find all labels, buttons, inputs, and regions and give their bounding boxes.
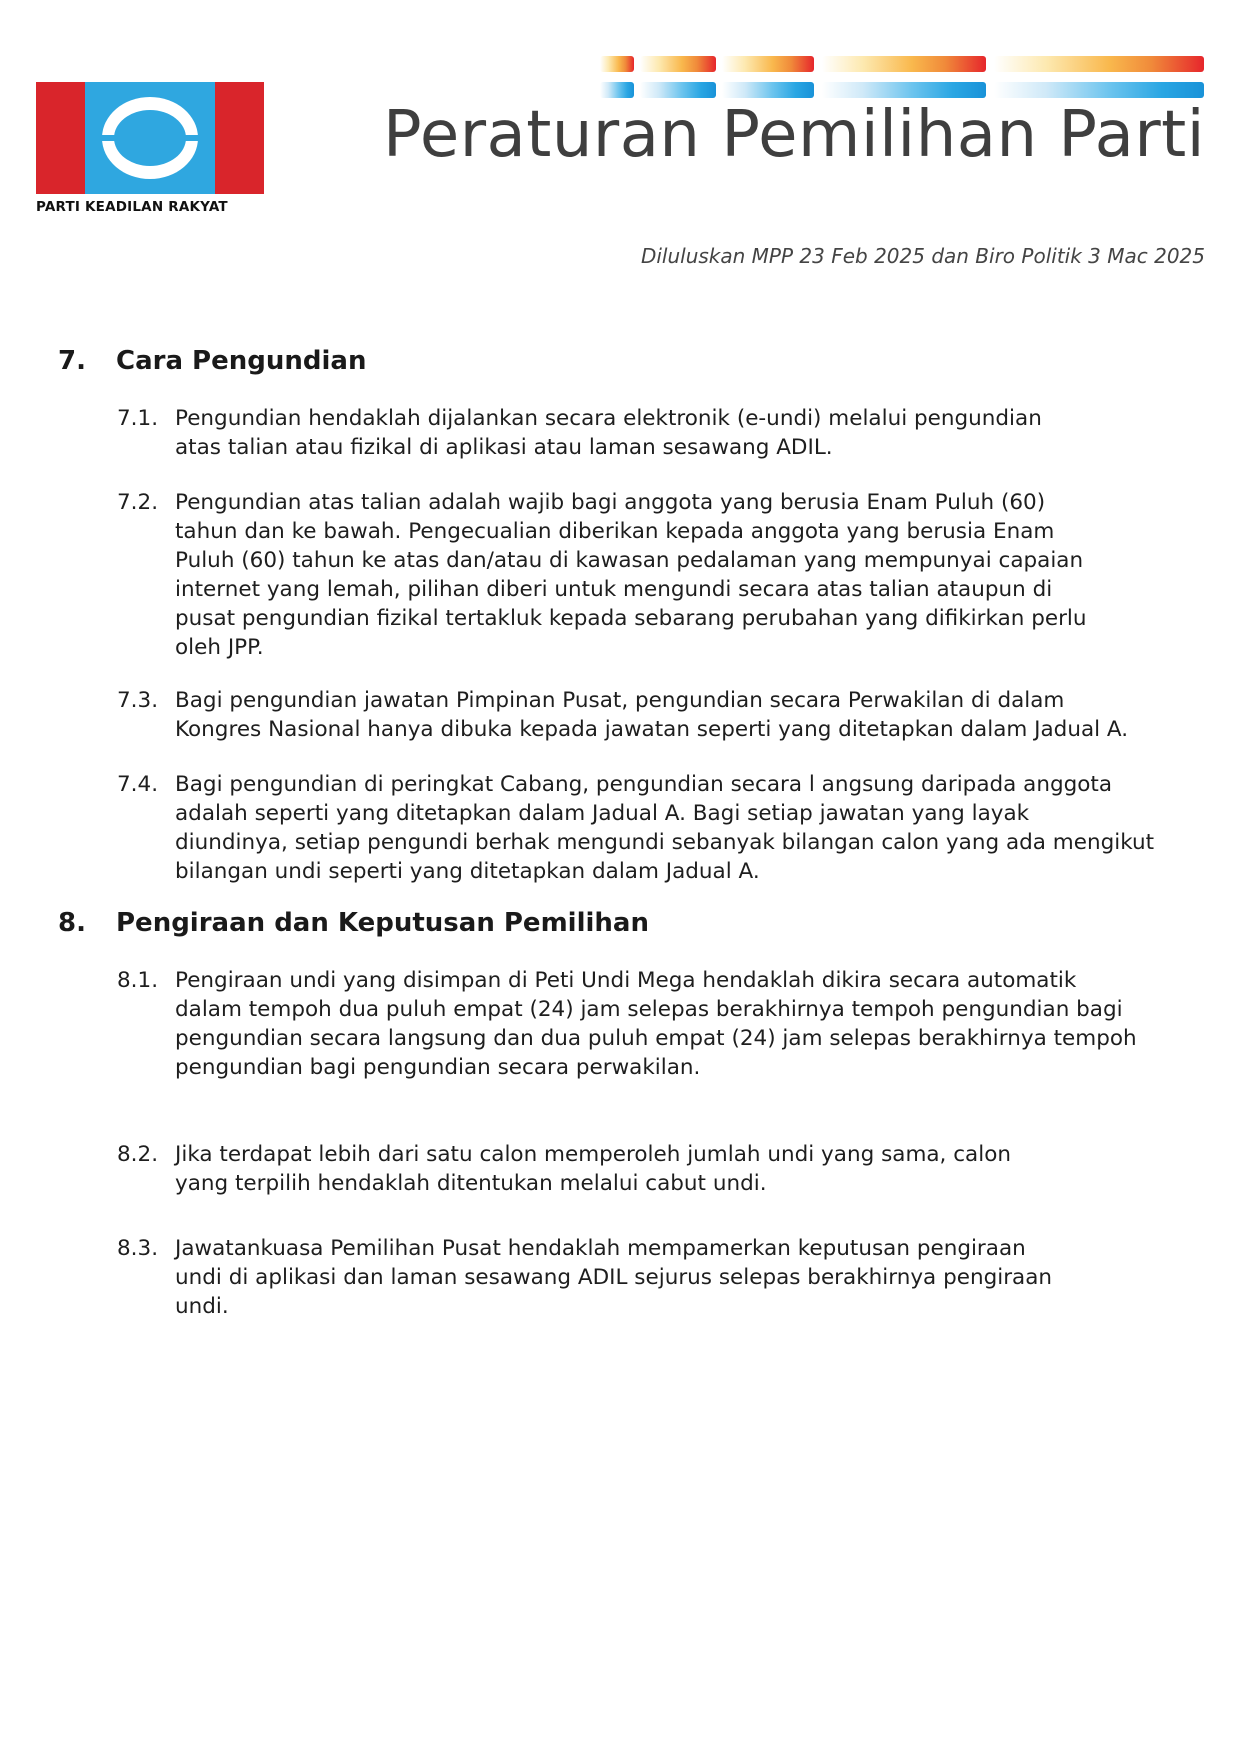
party-logo <box>36 82 266 215</box>
clause-8-3 <box>117 1234 1187 1321</box>
clause-text: Jika terdapat lebih dari satu calon memperoleh jumlah undi yang sama, calon yang terpilih hendaklah ditentukan melalui cabut undi. <box>175 1142 1011 1196</box>
clause-number: 7.1. <box>117 406 159 431</box>
clause-text: Pengundian hendaklah dijalankan secara elektronik (e-undi) melalui pengundian atas talian atau fizikal di aplikasi atau laman sesawang ADIL. <box>175 406 1042 460</box>
document-subtitle: Diluluskan MPP 23 Feb 2025 dan Biro Politik 3 Mac 2025 <box>640 244 1205 268</box>
section-title: Pengiraan dan Keputusan Pemilihan <box>116 908 649 938</box>
clause-8-1 <box>117 966 1187 1082</box>
clause-text: Bagi pengundian jawatan Pimpinan Pusat, pengundian secara Perwakilan di dalam Kongres Nasional hanya dibuka kepada jawatan seperti yang ditetapkan dalam Jadual A. <box>175 688 1129 742</box>
section-number: 8. <box>58 908 86 938</box>
eye-ring-icon <box>100 95 200 181</box>
clause-text: Pengiraan undi yang disimpan di Peti Undi Mega hendaklah dikira secara automatik dalam tempoh dua puluh empat (24) jam selepas berakhirnya tempoh pengundian bagi pengundian secara langsung dan dua puluh empat (24) jam selepas berakhirnya tempoh pengundian bagi pengundian secara perwakilan. <box>175 968 1137 1080</box>
clause-number: 7.3. <box>117 688 159 713</box>
logo-text: PARTI KEADILAN RAKYAT <box>36 199 228 215</box>
clause-text: Bagi pengundian di peringkat Cabang, pengundian secara l angsung daripada anggota adalah seperti yang ditetapkan dalam Jadual A. Bagi setiap jawatan yang layak diundinya, setiap pengundi berhak mengundi sebanyak bilangan calon yang ada mengikut bilangan undi seperti yang ditetapkan dalam Jadual A. <box>175 772 1155 884</box>
clause-7-4 <box>117 770 1187 886</box>
clause-number: 8.3. <box>117 1236 159 1261</box>
clause-text: Jawatankuasa Pemilihan Pusat hendaklah mempamerkan keputusan pengiraan undi di aplikasi dan laman sesawang ADIL sejurus selepas berakhirnya pengiraan undi. <box>175 1236 1053 1319</box>
clause-number: 8.1. <box>117 968 159 993</box>
clause-7-1 <box>117 404 1187 462</box>
clause-number: 7.2. <box>117 490 159 515</box>
clause-text: Pengundian atas talian adalah wajib bagi anggota yang berusia Enam Puluh (60) tahun dan ke bawah. Pengecualian diberikan kepada anggota yang berusia Enam Puluh (60) tahun ke atas dan/atau di kawasan pedalaman yang mempunyai capaian internet yang lemah, pilihan diberi untuk mengundi secara atas talian ataupun di pusat pengundian fizikal tertakluk kepada sebarang perubahan yang difikirkan perlu oleh JPP. <box>175 490 1087 660</box>
section-title: Cara Pengundian <box>116 346 367 376</box>
clause-number: 7.4. <box>117 772 159 797</box>
clause-number: 8.2. <box>117 1142 159 1167</box>
clause-7-3 <box>117 686 1187 744</box>
section-number: 7. <box>58 346 86 376</box>
section-7-heading <box>58 346 366 376</box>
clause-7-2 <box>117 488 1187 662</box>
clause-8-2 <box>117 1140 1187 1198</box>
logo-emblem <box>36 82 264 194</box>
section-8-heading <box>58 908 649 938</box>
document-title: Peraturan Pemilihan Parti <box>383 98 1205 172</box>
